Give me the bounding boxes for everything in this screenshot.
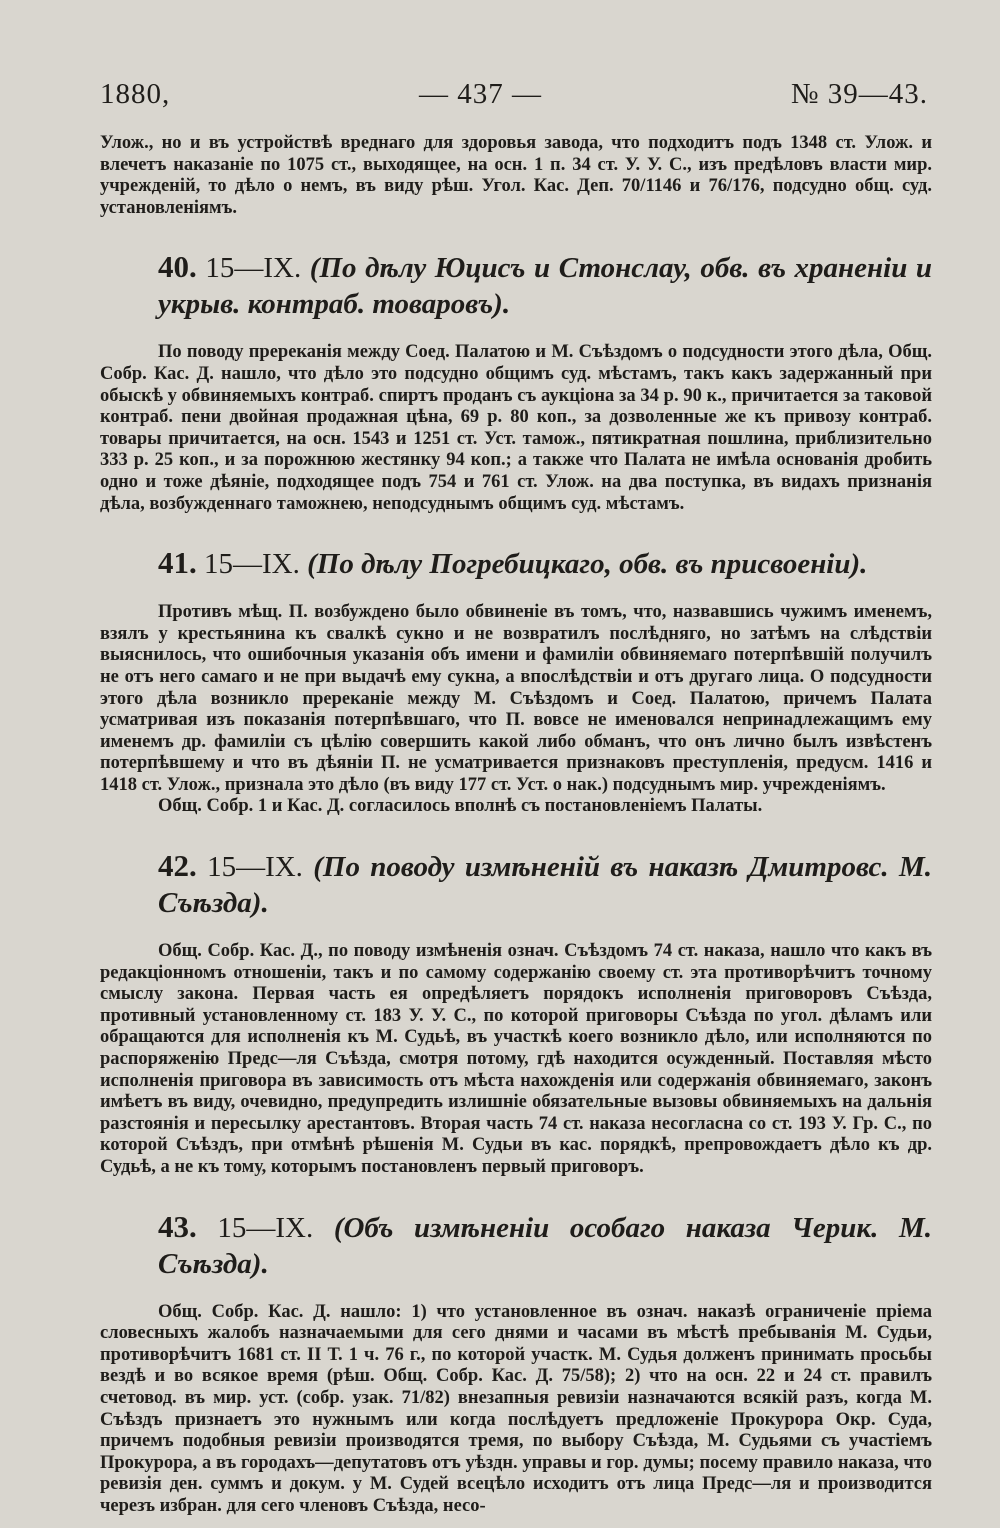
item-heading-42 xyxy=(100,848,932,921)
header-year: 1880, xyxy=(100,78,171,110)
document-body xyxy=(100,133,932,1518)
item-number: 43. xyxy=(158,1208,197,1244)
item-date: 15—IX. xyxy=(205,252,302,285)
item-41-paragraph-1: Противъ мѣщ. П. возбуждено было обвиненіе въ томъ, что, назвавшись чужимъ именемъ, взялъ у крестьянина къ свалкѣ сукно и не возвратилъ послѣдняго, но затѣмъ на слѣдствіи выяснилось, что ошибочныя указанія объ имени и фамиліи обвиняемаго потерпѣвшій получилъ не отъ него самаго и не при выдачѣ ему сукна, а впослѣдствіи и отъ другаго лица. О подсудности этого дѣла возникло пререканіе между М. Съѣздомъ и Соед. Палатою, причемъ Палата усматривая изъ показанія потерпѣвшаго, что П. вовсе не именовался непринадлежащимъ ему именемъ др. фамиліи съ цѣлію совершить какой либо обманъ, что онъ лично былъ извѣстенъ потерпѣвшему и что въ дѣяніи П. не усматривается признаковъ преступленія, предусм. 1416 и 1418 ст. Улож., признала это дѣло (въ виду 177 ст. Уст. о нак.) подсуднымъ мир. учрежденіямъ. xyxy=(100,602,932,795)
item-title: (Объ измѣненіи особаго наказа Черик. М. Съѣзда). xyxy=(158,1211,933,1280)
item-41-paragraph-2: Общ. Собр. 1 и Кас. Д. согласилось вполнѣ съ постановленіемъ Палаты. xyxy=(158,796,763,817)
item-title: (По дѣлу Юцисъ и Стонслау, обв. въ храненіи и укрыв. контраб. товаровъ). xyxy=(158,252,933,321)
item-date: 15—IX. xyxy=(204,548,300,581)
header-issue-numbers: № 39—43. xyxy=(790,78,928,110)
item-heading-41 xyxy=(100,545,932,582)
item-43-paragraph-1: Общ. Собр. Кас. Д. нашло: 1) что установленное въ означ. наказѣ ограниченіе пріема словесныхъ жалобъ назначаемыми для сего днями и часами въ мѣстѣ пребыванія М. Судьи, противорѣчитъ 1681 ст. II Т. 1 ч. 76 г., по которой участк. М. Судья долженъ принимать просьбы вездѣ и во всякое время (рѣш. Общ. Собр. Кас. Д. 75/58); 2) что на осн. 22 и 24 ст. правилъ счетовод. въ мир. уст. (собр. узак. 71/82) внезапныя ревизіи назначаются всякій разъ, когда М. Съѣздъ признаетъ это нужнымъ или когда послѣдуетъ предложеніе Прокурора Окр. Суда, причемъ подобныя ревизіи производятся тремя, по выбору Съѣзда, М. Судьями съ участіемъ Прокурора, а въ городахъ—депутатовъ отъ уѣздн. управы и гор. думы; посему правило наказа, что ревизія ден. суммъ и докум. у М. Судей всецѣло исходитъ отъ лица Предс—ля и производится черезъ избран. для сего членовъ Съѣзда, несо- xyxy=(100,1301,932,1516)
item-date: 15—IX. xyxy=(207,851,303,884)
item-title: (По дѣлу Погребицкаго, обв. въ присвоеніи). xyxy=(307,548,868,581)
page-header xyxy=(100,78,932,111)
header-page-number: — 437 — xyxy=(419,78,543,110)
item-42-paragraph-1: Общ. Собр. Кас. Д., по поводу измѣненія означ. Съѣздомъ 74 ст. наказа, нашло что какъ въ редакціонномъ отношеніи, такъ и по самому содержанію своему ст. эта противорѣчитъ точному смыслу закона. Первая часть ея опредѣляетъ порядокъ исполненія приговоровъ Съѣзда, противный установленному ст. 183 У. У. С., по которой приговоры Съѣзда по угол. дѣламъ или обращаются для исполненія къ М. Судьѣ, въ участкѣ коего возникло дѣло, или исполняются по распоряженію Предс—ля Съѣзда, смотря потому, гдѣ находится осужденный. Поставляя мѣсто исполненія приговора въ зависимость отъ мѣста нахожденія или содержанія обвиняемаго, законъ имѣетъ въ виду, очевидно, предупредить излишніе обязательные вызовы обвиняемыхъ на дальнія разстоянія и пересылку арестантовъ. Вторая часть 74 ст. наказа несогласна со ст. 193 У. Гр. С., по которой Съѣздъ, при отмѣнѣ рѣшенія М. Судьи въ кас. порядкѣ, препровождаетъ дѣло къ др. Судьѣ, а не къ тому, которымъ постановленъ первый приговоръ. xyxy=(100,941,932,1177)
item-number: 40. xyxy=(158,249,197,285)
intro-paragraph: Улож., но и въ устройствѣ вреднаго для здоровья завода, что подходитъ подъ 1348 ст. Улож. и влечетъ наказаніе по 1075 ст., выходящее, на осн. 1 п. 34 ст. У. У. С., изъ предѣловъ власти мир. учрежденій, то дѣло о немъ, въ виду рѣш. Угол. Кас. Деп. 70/1146 и 76/176, подсудно общ. суд. установленіямъ. xyxy=(100,133,932,218)
item-date: 15—IX. xyxy=(217,1211,314,1244)
item-40-paragraph-1: По поводу пререканія между Соед. Палатою и М. Съѣздомъ о подсудности этого дѣла, Общ. Собр. Кас. Д. нашло, что дѣло это подсудно общимъ суд. мѣстамъ, такъ какъ задержанный при обыскѣ у обвиняемыхъ контраб. спиртъ проданъ съ аукціона за 34 р. 90 к., причитается за таковой контраб. пени двойная продажная цѣна, 69 р. 80 коп., за дозволенные же къ привозу контраб. товары причитается, на осн. 1543 и 1251 ст. Уст. тамож., пятикратная пошлина, приблизительно 333 р. 25 коп., и за порожнюю жестянку 94 коп.; а также что Палата не имѣла основанія дробить одно и тоже дѣяніе, подходящее подъ 754 и 761 ст. Улож. на два поступка, въ видахъ признанія дѣла, возбужденнаго таможнею, неподсуднымъ общимъ суд. мѣстамъ. xyxy=(100,342,932,514)
item-heading-40 xyxy=(100,249,932,322)
item-number: 42. xyxy=(158,848,197,884)
item-title: (По поводу измѣненій въ наказѣ Дмитровс. М. Съѣзда). xyxy=(158,851,932,920)
item-heading-43 xyxy=(100,1209,932,1282)
item-number: 41. xyxy=(158,545,197,581)
